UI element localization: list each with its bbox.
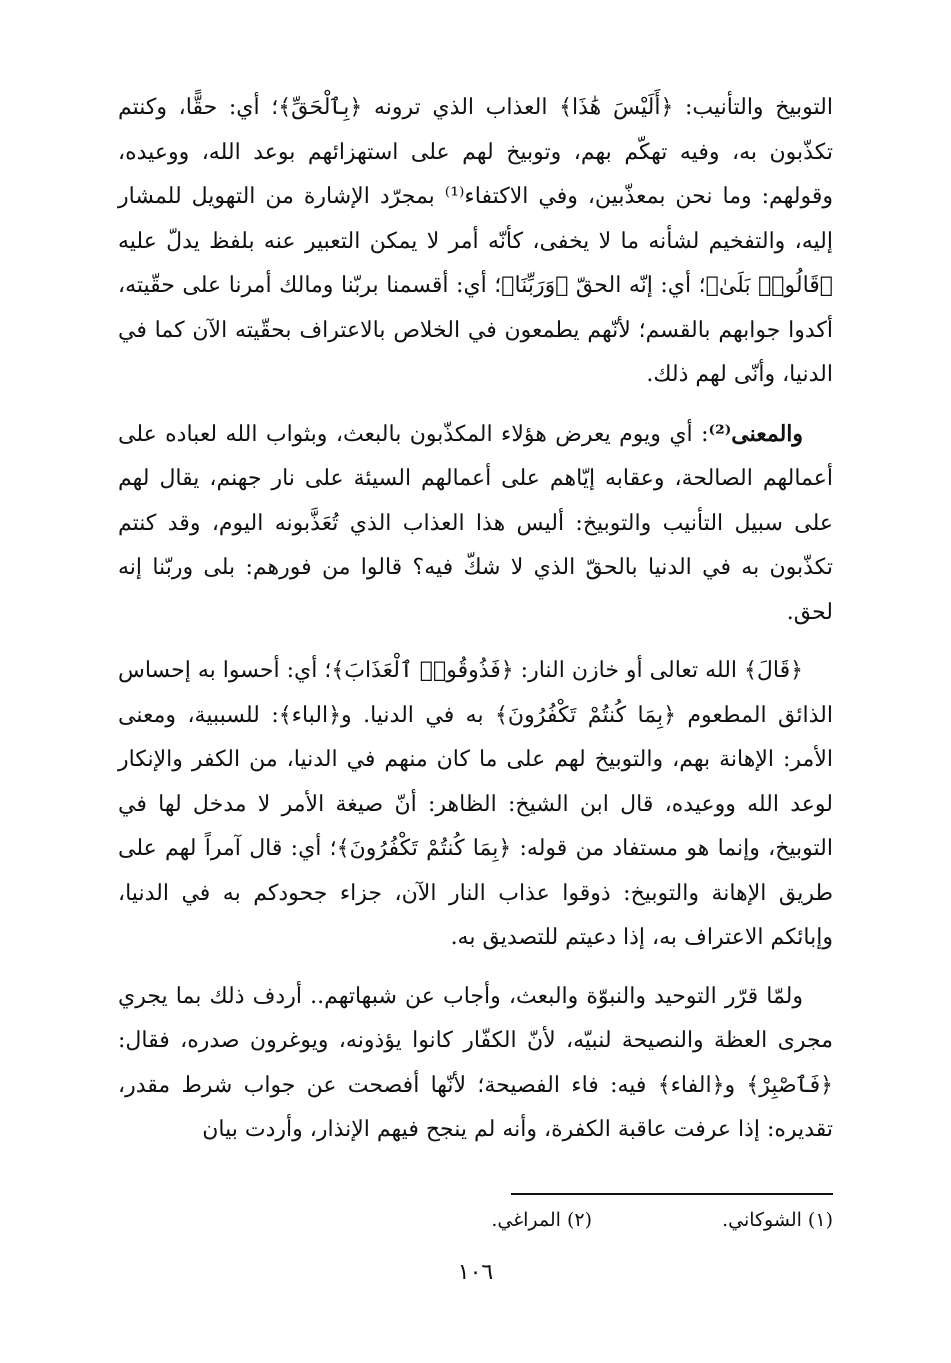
page-number: ١٠٦ <box>457 1260 494 1285</box>
paragraph-2-lead: والمعنى⁽²⁾ <box>708 420 804 447</box>
paragraph-1 <box>118 86 833 398</box>
paragraph-4-text: ولمّا قرّر التوحيد والنبوّة والبعث، وأجاب عن شبهاتهم.. أردف ذلك بما يجري مجرى العظة والنصيحة لنبيّه، لأنّ الكفّار كانوا يؤذونه، ويوغرون صدره، فقال: ﴿فَٱصْبِرْ﴾ و﴿الفاء﴾ فيه: فاء الفصيحة؛ لأنّها أفصحت عن جواب شرط مقدر، تقديره: إذا عرفت عاقبة الكفرة، وأنه لم ينجح فيهم الإنذار، وأردت بيان <box>118 983 833 1142</box>
paragraph-3 <box>118 649 833 961</box>
paragraph-2-text: : أي ويوم يعرض هؤلاء المكذّبون بالبعث، وبثواب الله لعباده على أعمالهم الصالحة، وعقابه إيّاهم على أعمالهم السيئة على نار جهنم، يقال لهم على سبيل التأنيب والتوبيخ: أليس هذا العذاب الذي تُعَذَّبونه اليوم، وقد كنتم تكذّبون به في الدنيا بالحقّ الذي لا شكّ فيه؟ قالوا من فورهم: بلى وربّنا إنه لحق. <box>118 421 833 625</box>
paragraph-2 <box>118 412 833 636</box>
paragraph-1-text: التوبيخ والتأنيب: ﴿أَلَيْسَ هَٰذَا﴾ العذاب الذي ترونه ﴿بِٱلْحَقِّ﴾؛ أي: حقًّا، وكنتم تكذّبون به، وفيه تهكّم بهم، وتوبيخ لهم على استهزائهم بوعد الله، ووعيده، وقولهم: وما نحن بمعذّبين، وفي الاكتفاء⁽¹⁾ بمجرّد الإشارة من التهويل للمشار إليه، والتفخيم لشأنه ما لا يخفى، كأنّه أمر لا يمكن التعبير عنه بلفظ يدلّ عليه ﴿قَالُوا۟ بَلَىٰ﴾؛ أي: إنّه الحقّ ﴿وَرَبِّنَا﴾؛ أي: أقسمنا بربّنا ومالك أمرنا على حقّيته، أكدوا جوابهم بالقسم؛ لأنّهم يطمعون في الخلاص بالاعتراف بحقّيته الآن كما في الدنيا، وأنّى لهم ذلك. <box>118 95 833 387</box>
paragraph-3-text: ﴿قَالَ﴾ الله تعالى أو خازن النار: ﴿فَذُوقُوا۟ ٱلْعَذَابَ﴾؛ أي: أحسوا به إحساس الذائق المطعوم ﴿بِمَا كُنتُمْ تَكْفُرُونَ﴾ به في الدنيا. و﴿الباء﴾: للسببية، ومعنى الأمر: الإهانة بهم، والتوبيخ لهم على ما كان منهم في الدنيا، من الكفر والإنكار لوعد الله ووعيده، قال ابن الشيخ: الظاهر: أنّ صيغة الأمر لا مدخل لها في التوبيخ، وإنما هو مستفاد من قوله: ﴿بِمَا كُنتُمْ تَكْفُرُونَ﴾؛ أي: قال آمراً لهم على طريق الإهانة والتوبيخ: ذوقوا عذاب النار الآن، جزاء جحودكم به في الدنيا، وإبائكم الاعتراف به، إذا دعيتم للتصديق به. <box>118 658 833 950</box>
main-text <box>118 86 833 1153</box>
footnote-1: (١) الشوكاني. <box>722 1209 833 1231</box>
footnote-divider <box>511 1193 833 1195</box>
footnotes <box>333 1205 833 1235</box>
paragraph-4 <box>118 975 833 1153</box>
footnote-2: (٢) المراغي. <box>491 1209 593 1231</box>
